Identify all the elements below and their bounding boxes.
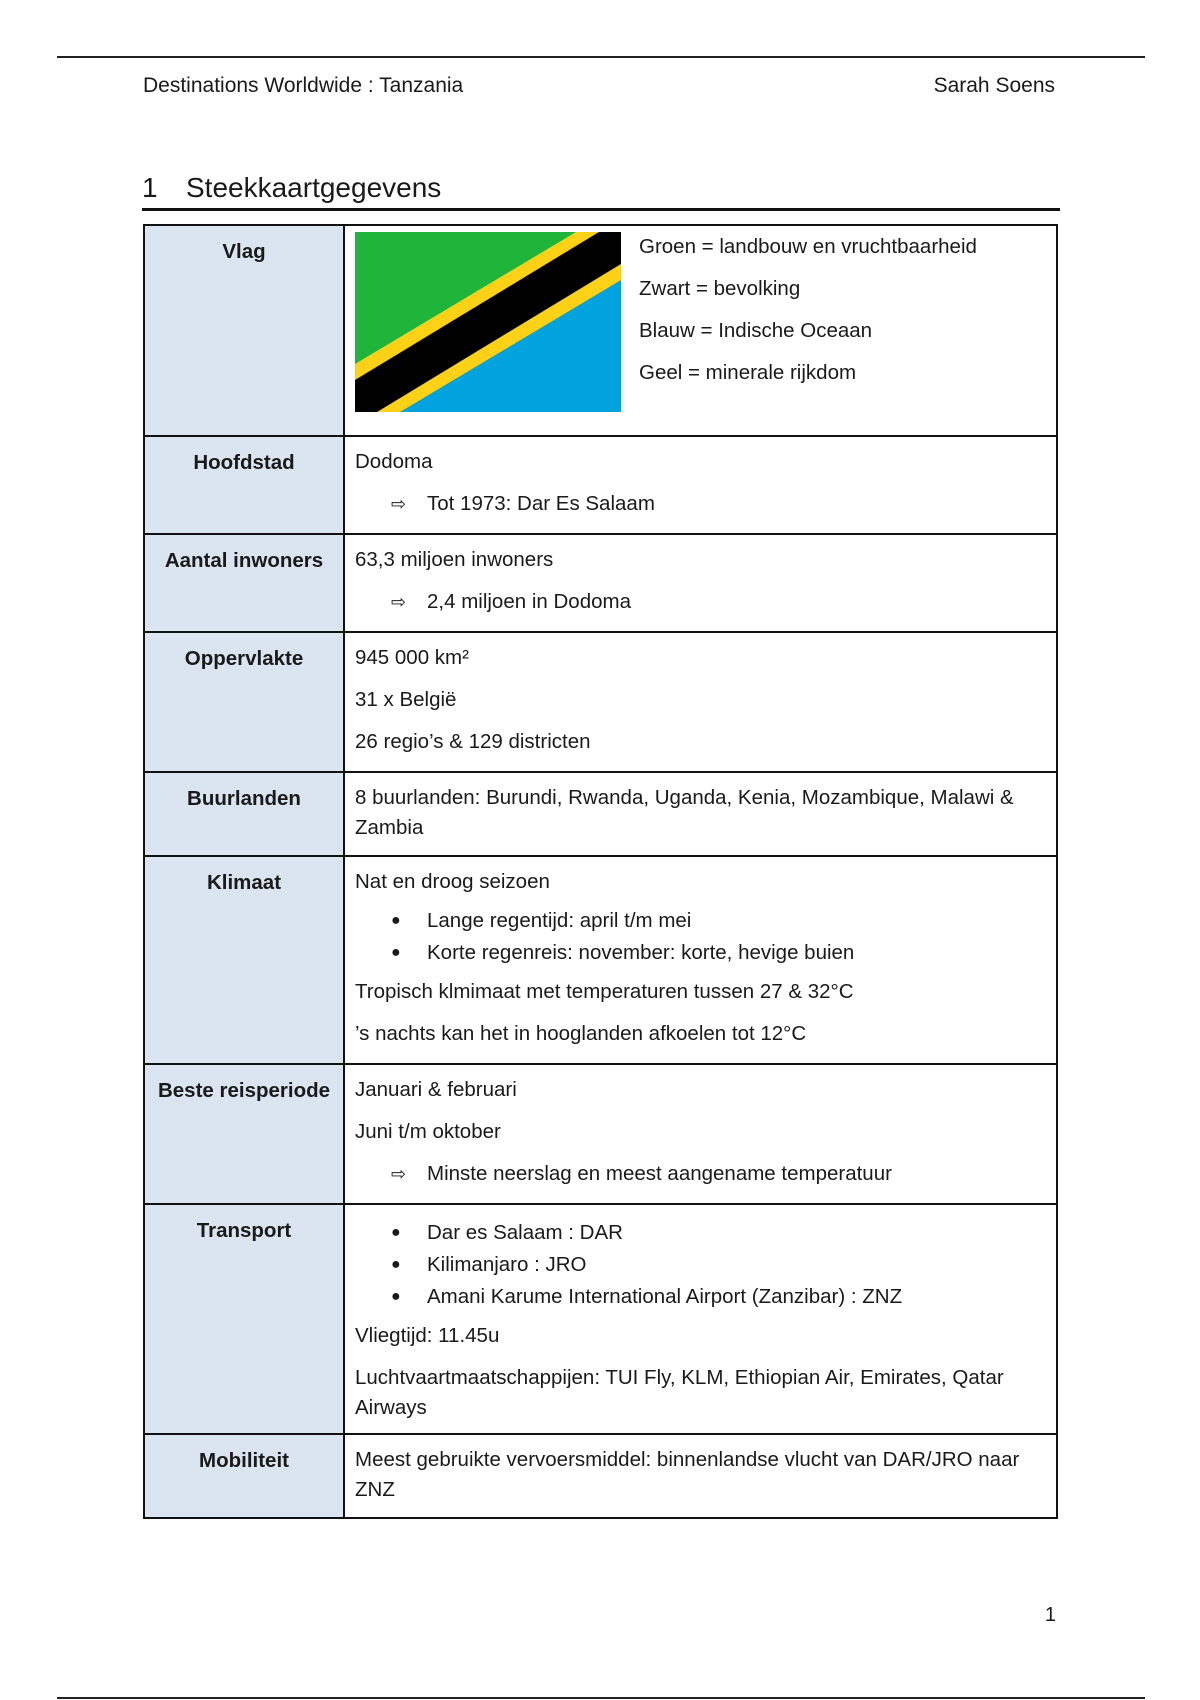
capital-note	[355, 483, 1044, 525]
list-item-text: Amani Karume International Airport (Zanzibar) : ZNZ	[427, 1285, 903, 1308]
bullet-icon: ●	[391, 1256, 401, 1273]
neighbours-value: 8 buurlanden: Burundi, Rwanda, Uganda, Kenia, Mozambique, Malawi & Zambia	[355, 786, 1014, 839]
right-arrow-icon: ⇨	[391, 494, 407, 514]
population-value: 63,3 miljoen inwoners	[355, 548, 554, 571]
capital-note-text: Tot 1973: Dar Es Salaam	[427, 492, 655, 515]
bullet-icon: ●	[391, 1224, 401, 1241]
table-row-klimaat	[144, 856, 1057, 1064]
fact-sheet-table	[143, 224, 1058, 1519]
area-line: 26 regio’s & 129 districten	[355, 730, 591, 753]
row-label: Beste reisperiode	[144, 1064, 344, 1204]
row-value	[344, 1434, 1057, 1518]
travel-period-note-text: Minste neerslag en meest aangename temperatuur	[427, 1162, 892, 1185]
legend-item: Zwart = bevolking	[639, 277, 801, 300]
right-arrow-icon: ⇨	[391, 1164, 407, 1184]
list-item-text: Kilimanjaro : JRO	[427, 1253, 587, 1276]
travel-period-line: Juni t/m oktober	[355, 1120, 501, 1143]
row-label: Hoofdstad	[144, 436, 344, 534]
row-label: Oppervlakte	[144, 632, 344, 772]
table-row-vlag	[144, 225, 1057, 436]
legend-item: Blauw = Indische Oceaan	[639, 319, 873, 342]
legend-item: Geel = minerale rijkdom	[639, 361, 857, 384]
row-value	[344, 1064, 1057, 1204]
list-item-text: Korte regenreis: november: korte, hevige buien	[427, 941, 855, 964]
row-label: Aantal inwoners	[144, 534, 344, 632]
row-value	[344, 436, 1057, 534]
row-value	[344, 225, 1057, 436]
flight-time: Vliegtijd: 11.45u	[355, 1324, 500, 1347]
footer-rule	[57, 1697, 1145, 1699]
bullet-icon: ●	[391, 944, 401, 961]
table-row-oppervlakte	[144, 632, 1057, 772]
capital-value: Dodoma	[355, 450, 433, 473]
table-row-mobiliteit	[144, 1434, 1057, 1518]
airport-list	[355, 1217, 1044, 1313]
list-item	[355, 937, 1044, 969]
row-label: Mobiliteit	[144, 1434, 344, 1518]
tanzania-flag-image	[355, 232, 621, 412]
population-note	[355, 581, 1044, 623]
table-row-hoofdstad	[144, 436, 1057, 534]
row-label: Transport	[144, 1204, 344, 1434]
row-value	[344, 632, 1057, 772]
table-row-transport	[144, 1204, 1057, 1434]
section-title: Steekkaartgegevens	[186, 172, 442, 203]
row-value	[344, 772, 1057, 856]
area-line: 31 x België	[355, 688, 457, 711]
row-label: Klimaat	[144, 856, 344, 1064]
row-value	[344, 534, 1057, 632]
airlines: Luchtvaartmaatschappijen: TUI Fly, KLM, Ethiopian Air, Emirates, Qatar Airways	[355, 1366, 1004, 1419]
header-rule	[57, 56, 1145, 58]
row-label: Vlag	[144, 225, 344, 436]
flag-block	[355, 236, 1044, 412]
climate-intro: Nat en droog seizoen	[355, 870, 550, 893]
document-header-author: Sarah Soens	[933, 74, 1055, 97]
travel-period-note	[355, 1153, 1044, 1195]
list-item	[355, 1217, 1044, 1249]
table-row-reisperiode	[144, 1064, 1057, 1204]
list-item	[355, 905, 1044, 937]
population-note-text: 2,4 miljoen in Dodoma	[427, 590, 631, 613]
mobility-value: Meest gebruikte vervoersmiddel: binnenlandse vlucht van DAR/JRO naar ZNZ	[355, 1448, 1020, 1501]
list-item	[355, 1249, 1044, 1281]
row-value	[344, 856, 1057, 1064]
list-item	[355, 1281, 1044, 1313]
bullet-icon: ●	[391, 1288, 401, 1305]
section-number: 1	[142, 172, 158, 203]
right-arrow-icon: ⇨	[391, 592, 407, 612]
climate-line: ’s nachts kan het in hooglanden afkoelen tot 12°C	[355, 1022, 807, 1045]
area-line: 945 000 km²	[355, 646, 469, 669]
document-header-title: Destinations Worldwide : Tanzania	[143, 74, 464, 97]
list-item-text: Dar es Salaam : DAR	[427, 1221, 623, 1244]
row-label: Buurlanden	[144, 772, 344, 856]
section-heading	[142, 168, 1060, 211]
legend-item: Groen = landbouw en vruchtbaarheid	[639, 235, 977, 258]
table-row-inwoners	[144, 534, 1057, 632]
climate-line: Tropisch klmimaat met temperaturen tussen 27 & 32°C	[355, 980, 854, 1003]
table-row-buurlanden	[144, 772, 1057, 856]
page-number: 1	[1044, 1604, 1056, 1626]
bullet-icon: ●	[391, 912, 401, 929]
list-item-text: Lange regentijd: april t/m mei	[427, 909, 692, 932]
row-value	[344, 1204, 1057, 1434]
travel-period-line: Januari & februari	[355, 1078, 517, 1101]
climate-list	[355, 905, 1044, 969]
flag-legend	[639, 226, 977, 394]
